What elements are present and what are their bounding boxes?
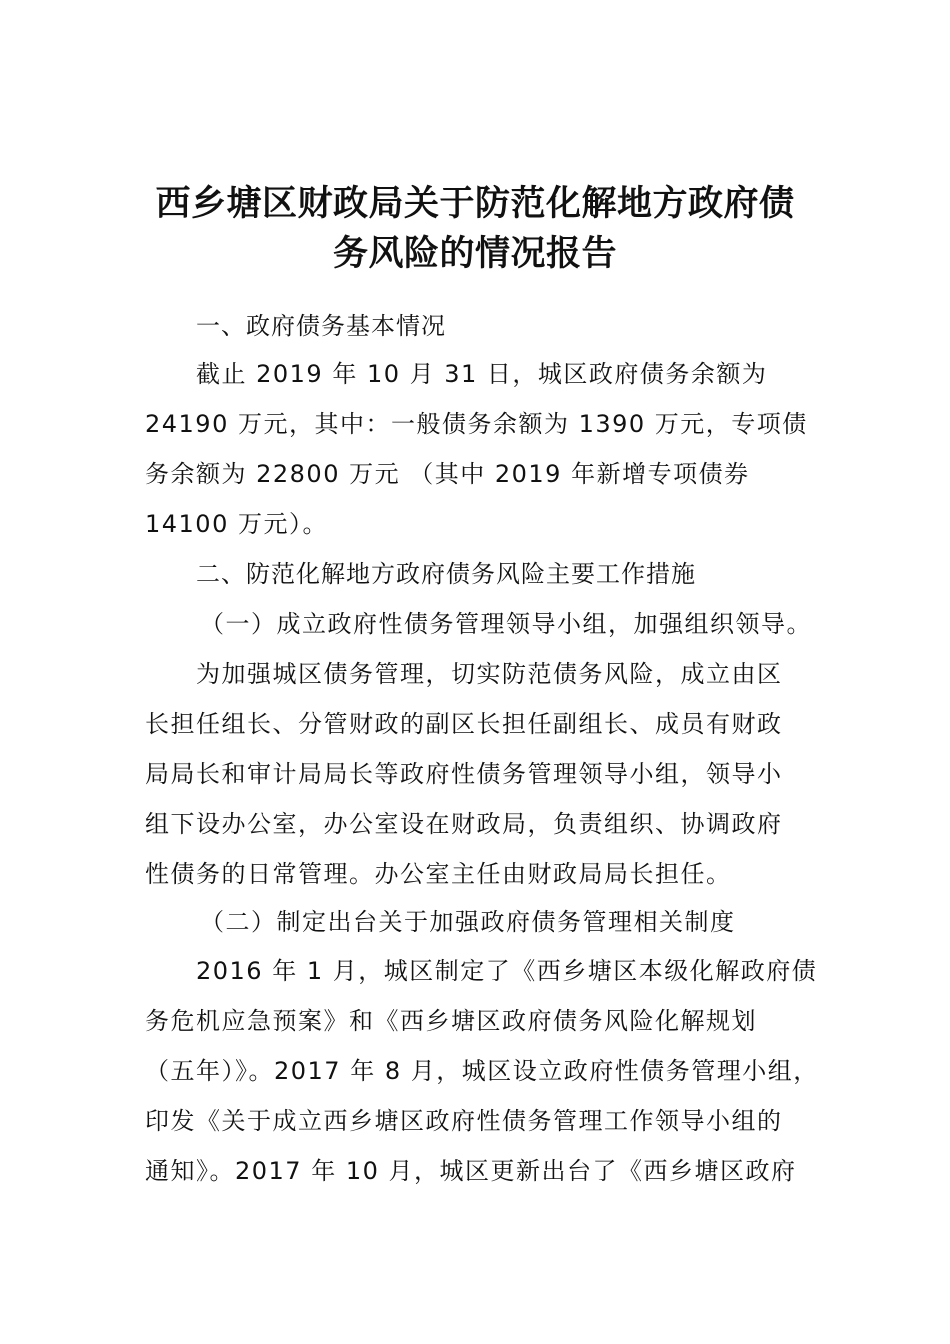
paragraph-line: 长担任组长、分管财政的副区长担任副组长、成员有财政: [145, 710, 783, 738]
subsection-heading-1: （一）成立政府性债务管理领导小组，加强组织领导。: [200, 610, 812, 638]
paragraph-line: 24190 万元，其中：一般债务余额为 1390 万元，专项债: [145, 410, 808, 438]
paragraph-line: （五年）》。2017 年 8 月，城区设立政府性债务管理小组，: [145, 1057, 819, 1085]
paragraph-line: 截止 2019 年 10 月 31 日，城区政府债务余额为: [196, 360, 768, 388]
section-heading-1: 一、政府债务基本情况: [196, 312, 446, 340]
document-title-line-1: 西乡塘区财政局关于防范化解地方政府债: [155, 183, 795, 224]
document-title-line-2: 务风险的情况报告: [332, 233, 617, 274]
paragraph-line: 局局长和审计局局长等政府性债务管理领导小组，领导小: [145, 760, 783, 788]
paragraph-line: 14100 万元）。: [145, 510, 328, 538]
subsection-heading-2: （二）制定出台关于加强政府债务管理相关制度: [200, 908, 736, 936]
paragraph-line: 务危机应急预案》和《西乡塘区政府债务风险化解规划: [145, 1007, 757, 1035]
paragraph-line: 2016 年 1 月，城区制定了《西乡塘区本级化解政府债: [196, 957, 818, 985]
paragraph-line: 通知》。2017 年 10 月，城区更新出台了《西乡塘区政府: [145, 1157, 797, 1185]
paragraph-line: 为加强城区债务管理，切实防范债务风险，成立由区: [196, 660, 783, 688]
paragraph-line: 印发《关于成立西乡塘区政府性债务管理工作领导小组的: [145, 1107, 783, 1135]
paragraph-line: 组下设办公室，办公室设在财政局，负责组织、协调政府: [145, 810, 783, 838]
section-heading-2: 二、防范化解地方政府债务风险主要工作措施: [196, 560, 696, 588]
paragraph-line: 务余额为 22800 万元 （其中 2019 年新增专项债券: [145, 460, 750, 488]
paragraph-line: 性债务的日常管理。办公室主任由财政局局长担任。: [145, 860, 732, 888]
